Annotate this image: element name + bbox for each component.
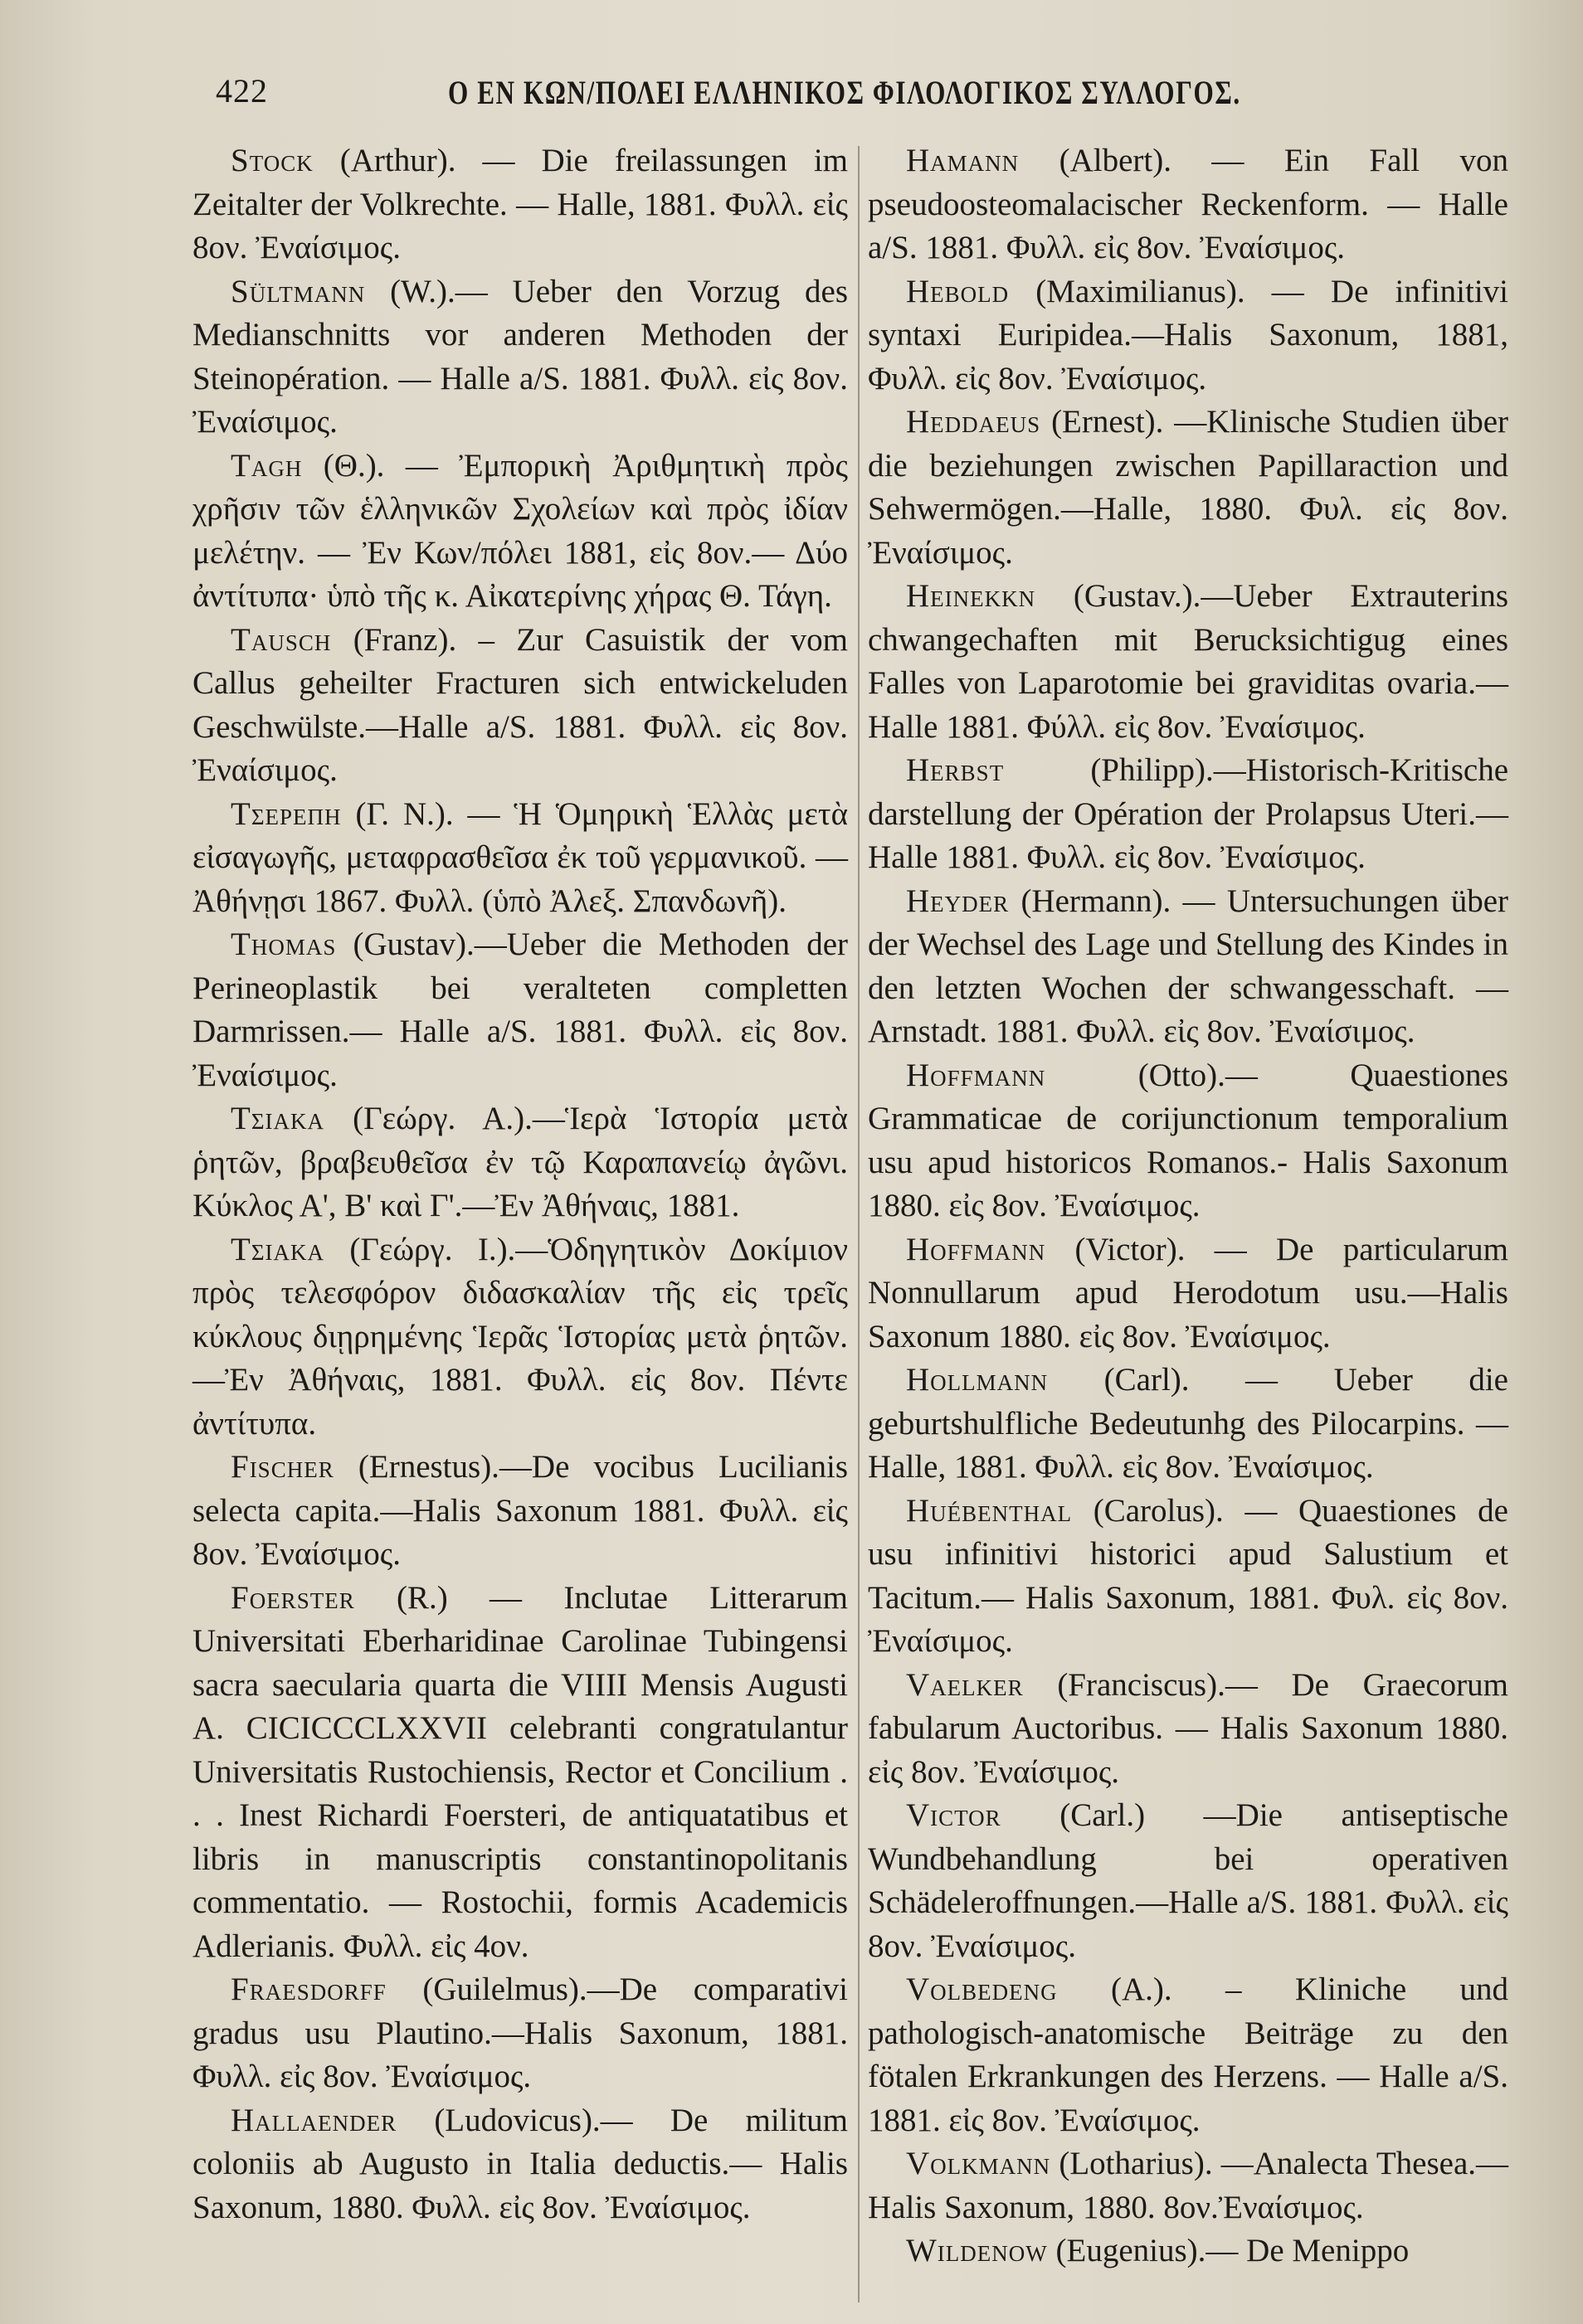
entry-text: (Γεώργ. Ι.).—Ὁδηγητικὸν Δοκίμιον πρὸς τελεσφόρον διδασκαλίαν τῆς εἰς τρεῖς κύκλους διῃρημένης Ἱερᾶς Ἱστορίας μετὰ ῥητῶν. —Ἐν Ἀθήναις, 1881. Φυλλ. εἰς 8ον. Πέντε ἀντίτυπα. — [192, 1231, 849, 1442]
author-name: Τσιακα — [231, 1101, 325, 1136]
author-name: Hollmann — [906, 1362, 1049, 1398]
bibliography-entry — [192, 1097, 848, 1228]
entry-text: (Γ. Ν.). — Ἡ Ὁμηρικὴ Ἑλλὰς μετὰ εἰσαγωγῆς, μεταφρασθεῖσα ἐκ τοῦ γερμανικοῦ. — Ἀθήνῃσι 1867. Φυλλ. (ὑπὸ Ἀλεξ. Σπανδωνῆ). — [192, 795, 849, 919]
bibliography-entry — [868, 1359, 1508, 1490]
entry-text: (Albert). — Ein Fall von pseudoosteomalacischer Reckenform. — Halle a/S. 1881. Φυλλ. εἰς 8ον. Ἐναίσιμος. — [868, 143, 1509, 265]
bibliography-entry — [868, 2142, 1508, 2229]
entry-text: (Carl.) —Die antiseptische Wundbehandlung bei operativen Schädeleroffnungen.—Halle a/S. 1881. Φυλλ. εἰς 8ον. Ἐναίσιμος. — [868, 1797, 1508, 1964]
bibliography-entry — [868, 270, 1508, 401]
bibliography-entry — [868, 1968, 1508, 2142]
bibliography-entry — [192, 1577, 848, 1969]
author-name: Huébenthal — [906, 1492, 1073, 1529]
bibliography-entry — [868, 1664, 1508, 1795]
entry-text: (Franciscus).— De Graecorum fabularum Auctoribus. — Halis Saxonum 1880. εἰς 8ον. Ἐναίσιμος. — [868, 1666, 1509, 1790]
bibliography-entry — [868, 1490, 1508, 1664]
entry-text: (Philipp).—Historisch-Kritische darstellung der Opération der Prolapsus Uteri.—Halle 1881. Φυλλ. εἰς 8ον. Ἐναίσιμος. — [868, 752, 1508, 875]
author-name: Wildenow — [906, 2233, 1048, 2268]
entry-text: (Ernestus).—De vocibus Lucilianis selecta capita.—Halis Saxonum 1881. Φυλλ. εἰς 8ον. Ἐναίσιμος. — [192, 1449, 849, 1572]
entry-text: (W.).— Ueber den Vorzug des Medianschnitts vor anderen Methoden der Steinopération. — Halle a/S. 1881. Φυλλ. εἰς 8ον. Ἐναίσιμος. — [192, 273, 848, 440]
bibliography-entry — [868, 139, 1508, 270]
author-name: Tagh — [231, 447, 303, 484]
entry-text: (Otto).— Quaestiones Grammaticae de corijunctionum temporalium usu apud historicos Romanos.- Halis Saxonum 1880. εἰς 8ον. Ἐναίσιμος. — [868, 1057, 1509, 1223]
bibliography-entry — [868, 880, 1508, 1054]
entry-text: (Franz). – Zur Casuistik der vom Callus geheilter Fracturen sich entwickeluden Geschwülste.—Halle a/S. 1881. Φυλλ. εἰς 8ον. Ἐναίσιμος. — [192, 621, 849, 788]
entry-text: (Carl). — Ueber die geburtshulfliche Bedeutunhg des Pilocarpins. — Halle, 1881. Φυλλ. εἰς 8ον. Ἐναίσιμος. — [868, 1362, 1508, 1485]
bibliography-entry — [868, 1794, 1508, 1968]
author-name: Foerster — [231, 1579, 355, 1616]
bibliography-entry — [192, 270, 848, 445]
author-name: Victor — [906, 1797, 1001, 1833]
author-name: Volbedeng — [906, 1972, 1058, 2007]
entry-text: (Maximilianus). — De infinitivi syntaxi Euripidea.—Halis Saxonum, 1881, Φυλλ. εἰς 8ον. Ἐναίσιμος. — [868, 273, 1508, 396]
bibliography-entry — [868, 749, 1508, 880]
left-column — [192, 139, 848, 2229]
entry-text: (A.). – Kliniche und pathologisch-anatomische Beiträge zu den fötalen Erkrankungen des Herzens. — Halle a/S. 1881. εἰς 8ον. Ἐναίσιμος. — [868, 1972, 1509, 2138]
page-number: 422 — [216, 72, 268, 109]
bibliography-entry — [192, 1968, 848, 2099]
author-name: Fischer — [231, 1449, 334, 1485]
author-name: Vaelker — [906, 1666, 1024, 1703]
author-name: Hoffmann — [906, 1231, 1046, 1267]
author-name: Hallaender — [231, 2102, 397, 2138]
bibliography-entry — [192, 923, 848, 1097]
author-name: Heinekkn — [906, 578, 1036, 614]
bibliography-entry — [192, 2099, 848, 2230]
bibliography-entry — [192, 793, 848, 924]
entry-text: (Θ.). — Ἐμπορικὴ Ἀριθμητικὴ πρὸς χρῆσιν τῶν ἑλληνικῶν Σχολείων καὶ πρὸς ἰδίαν μελέτην. — Ἐν Κων/πόλει 1881, εἰς 8ον.— Δύο ἀντίτυπα· ὑπὸ τῆς κ. Αἰκατερίνης χήρας Θ. Τάγη. — [192, 447, 848, 614]
author-name: Hoffmann — [906, 1057, 1046, 1093]
bibliography-entry — [868, 401, 1508, 575]
right-column — [868, 139, 1508, 2273]
bibliography-entry — [192, 445, 848, 619]
bibliography-entry — [192, 1228, 848, 1446]
bibliography-entry — [868, 1054, 1508, 1228]
author-name: Herbst — [906, 752, 1005, 788]
running-head: Ο ΕΝ ΚΩΝ/ΠΟΛΕΙ ΕΛΛΗΝΙΚΟΣ ΦΙΛΟΛΟΓΙΚΟΣ ΣΥΛΛΟΓΟΣ. — [448, 74, 1241, 111]
author-name: Thomas — [231, 926, 337, 962]
author-name: Fraesdorff — [231, 1972, 387, 2007]
page-header — [216, 65, 1527, 123]
entry-text: (Lotharius). —Analecta Thesea.—Halis Saxonum, 1880. 8ον.Ἐναίσιμος. — [868, 2146, 1509, 2225]
bibliography-entry — [192, 619, 848, 793]
bibliography-entry — [868, 575, 1508, 749]
entry-text: (Eugenius).— De Menippo — [1055, 2233, 1410, 2268]
bibliography-entry — [868, 2229, 1508, 2273]
entry-text: (Carolus). — Quaestiones de usu infinitivi historici apud Salustium et Tacitum.— Halis Saxonum, 1881. Φυλ. εἰς 8ον. Ἐναίσιμος. — [868, 1492, 1508, 1659]
entry-text: (Gustav).—Ueber die Methoden der Perineoplastik bei veralteten completten Darmrissen.— Halle a/S. 1881. Φυλλ. εἰς 8ον. Ἐναίσιμος. — [192, 926, 849, 1093]
author-name: Hamann — [906, 143, 1020, 178]
bibliography-entry — [192, 1446, 848, 1577]
author-name: Sültmann — [231, 273, 366, 309]
entry-text: (Ernest). —Klinische Studien über die beziehungen zwischen Papillaraction und Sehwermögen.—Halle, 1880. Φυλ. εἰς 8ον. Ἐναίσιμος. — [868, 404, 1509, 571]
author-name: Τσερεπη — [231, 795, 342, 832]
author-name: Heddaeus — [906, 404, 1041, 440]
author-name: Stock — [231, 143, 314, 178]
column-divider — [858, 146, 860, 2302]
entry-text: (Arthur). — Die freilassungen im Zeitalter der Volkrechte. — Halle, 1881. Φυλλ. εἰς 8ον. Ἐναίσιμος. — [192, 143, 848, 265]
entry-text: (Gustav.).—Ueber Extrauterins chwangechaften mit Berucksichtigug eines Falles von Laparotomie bei graviditas ovaria.— Halle 1881. Φύλλ. εἰς 8ον. Ἐναίσιμος. — [868, 578, 1508, 745]
entry-text: (Γεώργ. Α.).—Ἱερὰ Ἱστορία μετὰ ῥητῶν, βραβευθεῖσα ἐν τῷ Καραπανείῳ ἀγῶνι. Κύκλος Α', Β' καὶ Γ'.—Ἐν Ἀθήναις, 1881. — [192, 1101, 849, 1223]
author-name: Tausch — [231, 621, 332, 658]
entry-text: (Guilelmus).—De comparativi gradus usu Plautino.—Halis Saxonum, 1881. Φυλλ. εἰς 8ον. Ἐναίσιμος. — [192, 1972, 849, 2094]
author-name: Hebold — [906, 273, 1010, 309]
author-name: Τσιακα — [231, 1231, 325, 1267]
author-name: Heyder — [906, 882, 1010, 919]
entry-text: (Hermann). — Untersuchungen über der Wechsel des Lage und Stellung des Kindes in den letzten Wochen der schwangesschaft. —Arnstadt. 1881. Φυλλ. εἰς 8ον. Ἐναίσιμος. — [868, 882, 1508, 1049]
bibliography-entry — [868, 1228, 1508, 1359]
bibliography-entry — [192, 139, 848, 270]
entry-text: (Ludovicus).— De militum coloniis ab Augusto in Italia deductis.— Halis Saxonum, 1880. Φυλλ. εἰς 8ον. Ἐναίσιμος. — [192, 2102, 849, 2225]
entry-text: (Victor). — De particularum Nonnullarum apud Herodotum usu.—Halis Saxonum 1880. εἰς 8ον. Ἐναίσιμος. — [868, 1231, 1508, 1354]
entry-text: (R.) — Inclutae Litterarum Universitati Eberharidinae Carolinae Tubingensi sacra saecularia quarta die VIIII Mensis Augusti A. CICICCCLXXVII celebranti congratulantur Universitatis Rustochiensis, Rector et Concilium . . . Inest Richardi Foersteri, de antiquatatibus et libris in manuscriptis constantinopolitanis commentatio. — Rostochii, formis Academicis Adlerianis. Φυλλ. εἰς 4ον. — [192, 1579, 849, 1964]
author-name: Volkmann — [906, 2146, 1051, 2181]
